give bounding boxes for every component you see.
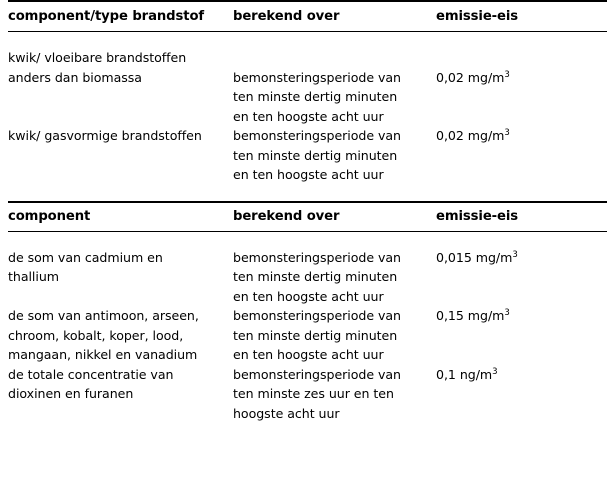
table-header-row-brandstof [8, 1, 607, 32]
header-emissie-eis: emissie-eis [436, 9, 519, 24]
cell-component: de som van cadmium en thallium [8, 249, 163, 285]
cell-berekend-over: bemonsteringsperiode van ten minste zes uur en ten hoogste acht uur [233, 366, 401, 421]
header-berekend-over: berekend over [233, 208, 340, 224]
cell-berekend-over: bemonsteringsperiode van ten minste dertig minuten en ten hoogste acht uur [233, 249, 401, 304]
emission-requirements-table [8, 0, 607, 423]
cell-berekend-over: bemonsteringsperiode van ten minste dertig minuten en ten hoogste acht uur [233, 69, 401, 124]
cell-berekend-over: bemonsteringsperiode van ten minste dertig minuten en ten hoogste acht uur [233, 128, 401, 183]
cell-emissie-eis: 0,015 $mg/m^3$ [436, 249, 518, 265]
cell-berekend-over: bemonsteringsperiode van ten minste dertig minuten en ten hoogste acht uur [233, 308, 401, 363]
cell-emissie-eis: 0,1 $ng/m^3$ [436, 366, 498, 382]
header-berekend-over: berekend over [233, 9, 340, 24]
header-emissie-eis: emissie-eis [436, 208, 519, 224]
table-row [8, 306, 607, 365]
header-component-type: component/type brandstof [8, 9, 205, 24]
cell-emissie-eis: 0,02 $mg/m^3$ [436, 69, 510, 85]
table-row [8, 248, 607, 307]
table-row [8, 365, 607, 424]
cell-component: de totale concentratie van dioxinen en furanen [8, 366, 174, 402]
cell-component: de som van antimoon, arseen, chroom, kobalt, koper, lood, mangaan, nikkel en vanadium [8, 308, 199, 363]
table-row [8, 126, 607, 185]
cell-emissie-eis: 0,15 $mg/m^3$ [436, 307, 510, 324]
cell-emissie-eis: 0,02 $mg/m^3$ [436, 127, 510, 144]
spacer [8, 32, 607, 49]
table-header-row-component [8, 202, 607, 232]
cell-component-type: kwik/ gasvormige brandstoffen [8, 128, 202, 144]
cell-component-type: kwik/ vloeibare brandstoffen anders dan biomassa [8, 50, 187, 85]
header-component: component [8, 208, 91, 224]
spacer [8, 185, 607, 202]
table-row [8, 48, 607, 126]
spacer [8, 231, 607, 248]
